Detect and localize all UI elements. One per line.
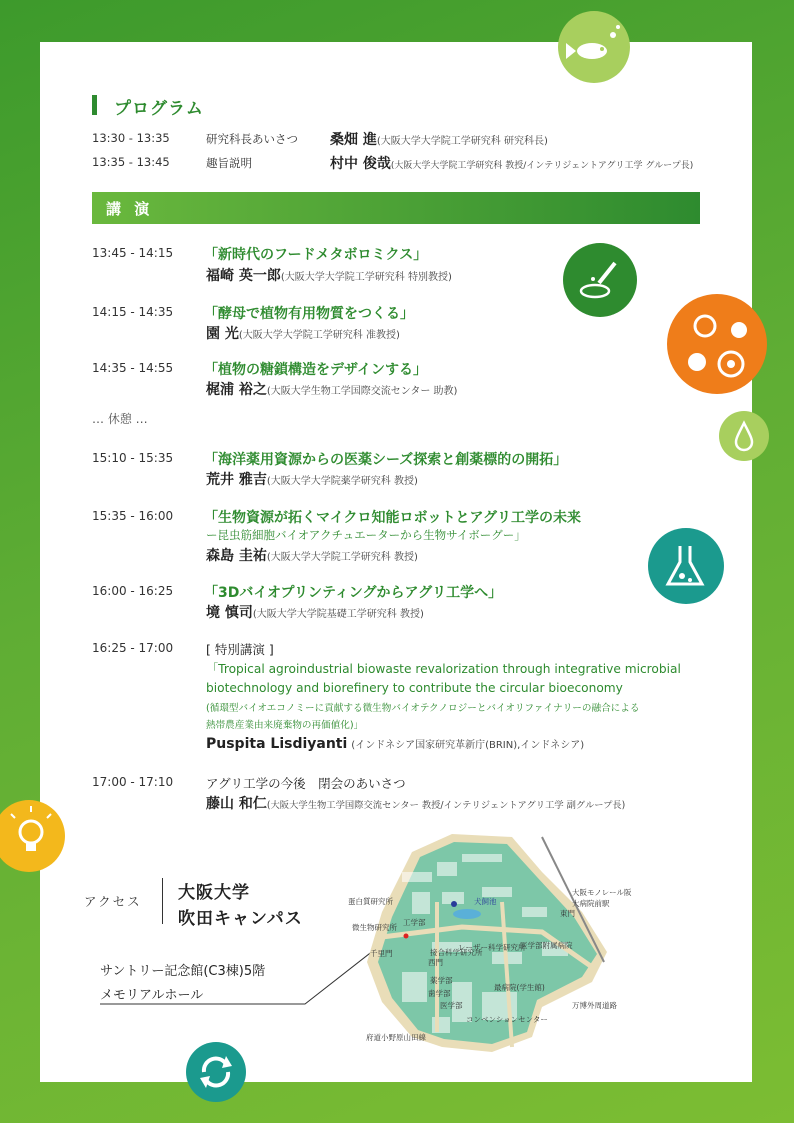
talk-time: 16:25 - 17:00 <box>92 641 174 655</box>
petri-dish-icon <box>563 243 637 317</box>
map-label: 府道小野原山田線 <box>366 1033 426 1042</box>
map-label: 微生物研究所 <box>352 923 397 932</box>
access-label: アクセス <box>84 894 142 909</box>
talk-speaker <box>206 602 424 622</box>
speaker-affiliation: (大阪大学大学院工学研究科 特別教授) <box>280 272 452 283</box>
talk-time: 16:00 - 16:25 <box>92 584 174 598</box>
speaker-affiliation: (大阪大学大学院工学研究科 研究科長) <box>376 136 548 147</box>
talk-title: 「酵母で植物有用物質をつくる」 <box>204 306 414 322</box>
speaker-affiliation: (大阪大学大学院工学研究科 教授) <box>266 552 418 563</box>
campus-name: 大阪大学 <box>178 883 250 903</box>
speaker-affiliation: (大阪大学大学院工学研究科 教授/インテリジェントアグリ工学 グループ長) <box>390 161 694 171</box>
map-label: 蛋白質研究所 <box>348 897 393 906</box>
talk-speaker <box>206 545 418 565</box>
speaker-name: 村中 俊哉 <box>330 156 391 172</box>
talk-speaker <box>206 469 418 489</box>
venue-room: メモリアルホール <box>100 988 204 1003</box>
talk-title: 「植物の糖鎖構造をデザインする」 <box>204 362 428 378</box>
map-label: 医学部附属病院 <box>520 941 573 950</box>
venue-name: サントリー記念館(C3棟)5階 <box>100 964 266 979</box>
recycle-icon <box>186 1042 246 1102</box>
special-title-line2: biotechnology and biorefinery to contribute the circular bioeconomy <box>206 681 623 695</box>
talk-speaker <box>206 323 400 343</box>
map-label: 薬学部 <box>430 976 453 985</box>
special-title-line3: (循環型バイオエコノミーに貢献する微生物バイオテクノロジーとバイオリファイナリーの融合による <box>206 703 640 714</box>
speaker-affiliation: (大阪大学大学院基礎工学研究科 教授) <box>252 609 424 620</box>
talk-time: 15:10 - 15:35 <box>92 451 174 465</box>
speaker-name: 園 光 <box>206 326 239 342</box>
map-label: 最病院(学生館) <box>494 983 545 992</box>
speaker-name: 福崎 英一郎 <box>206 268 281 284</box>
closing-label: アグリ工学の今後 閉会のあいさつ <box>206 776 406 791</box>
row-label: 研究科長あいさつ <box>206 132 298 146</box>
speaker-name: 藤山 和仁 <box>206 796 267 812</box>
map-label: 西門 <box>428 958 443 967</box>
talk-speaker <box>206 379 457 399</box>
program-speaker <box>330 153 693 173</box>
talk-time: 14:35 - 14:55 <box>92 361 174 375</box>
speaker-name: 境 慎司 <box>206 605 253 621</box>
speaker-affiliation: (大阪大学大学院工学研究科 准教授) <box>238 330 400 341</box>
talk-title: 「生物資源が拓くマイクロ知能ロボットとアグリ工学の未来 <box>204 510 582 526</box>
lightbulb-icon <box>0 800 65 872</box>
talk-time: 13:45 - 14:15 <box>92 246 174 260</box>
program-heading: プログラム <box>114 99 204 119</box>
talk-speaker <box>206 265 452 285</box>
fish-icon <box>558 11 630 83</box>
flask-icon <box>648 528 724 604</box>
program-speaker <box>330 129 548 149</box>
map-label: 医学部 <box>440 1001 463 1010</box>
speaker-name: 森島 圭祐 <box>206 548 267 564</box>
section-marker <box>92 95 97 115</box>
talk-title: 「3Dバイオプリンティングからアグリ工学へ」 <box>204 585 503 601</box>
speaker-affiliation: (大阪大学大学院薬学研究科 教授) <box>266 476 418 487</box>
break-label: … 休憩 … <box>92 412 148 426</box>
program-row <box>92 131 170 145</box>
talk-title: 「新時代のフードメタボロミクス」 <box>204 247 428 263</box>
speaker-affiliation: (大阪大学生物工学国際交流センター 助教) <box>266 386 458 397</box>
talks-header <box>92 192 700 224</box>
special-title-line1: 「Tropical agroindustrial biowaste revalorization through integrative microbial <box>206 662 681 676</box>
speaker-affiliation: (大阪大学生物工学国際交流センター 教授/インテリジェントアグリ工学 副グループ長) <box>266 800 626 811</box>
map-label: 東門 <box>560 909 575 918</box>
map-label: 千里門 <box>370 949 393 958</box>
talk-speaker <box>206 793 625 813</box>
map-label: 万博外周道路 <box>572 1001 617 1010</box>
talks-heading: 講 演 <box>106 200 154 218</box>
special-title-line4: 熱帯農産業由来廃棄物の再価値化)」 <box>206 720 364 731</box>
talk-speaker <box>206 736 584 752</box>
speaker-name: 梶浦 裕之 <box>206 382 267 398</box>
talk-time: 14:15 - 14:35 <box>92 305 174 319</box>
talk-title: 「海洋薬用資源からの医薬シーズ探索と創薬標的の開拓」 <box>204 452 568 468</box>
talk-time: 17:00 - 17:10 <box>92 775 174 789</box>
row-time: 13:30 - 13:35 <box>92 131 170 145</box>
speaker-name: 桑畑 進 <box>330 132 377 148</box>
microbe-icon <box>667 294 767 394</box>
map-label: 接合科学研究所 <box>430 948 483 957</box>
map-label: 大阪モノレール阪大病院前駅 <box>572 888 632 908</box>
speaker-name: 荒井 雅吉 <box>206 472 267 488</box>
map-label: コンベンションセンター <box>466 1015 548 1024</box>
speaker-name: Puspita Lisdiyanti <box>206 736 348 752</box>
row-time: 13:35 - 13:45 <box>92 155 170 169</box>
map-label: 歯学部 <box>428 989 451 998</box>
talk-subtitle: ー昆虫筋細胞バイオアクチュエーターから生物サイボーグー」 <box>206 528 526 542</box>
map-label: 工学部 <box>403 918 426 927</box>
special-lecture-label: [ 特別講演 ] <box>206 642 274 657</box>
talk-time: 15:35 - 16:00 <box>92 509 174 523</box>
map-label: 犬飼池 <box>474 897 497 906</box>
campus-name: 吹田キャンパス <box>178 909 303 929</box>
water-drop-icon <box>719 411 769 461</box>
row-label: 趣旨説明 <box>206 156 252 170</box>
divider <box>162 878 163 924</box>
map-label: レーザー科学研究所 <box>458 943 526 952</box>
speaker-affiliation: (インドネシア国家研究革新庁(BRIN),インドネシア) <box>351 740 585 751</box>
